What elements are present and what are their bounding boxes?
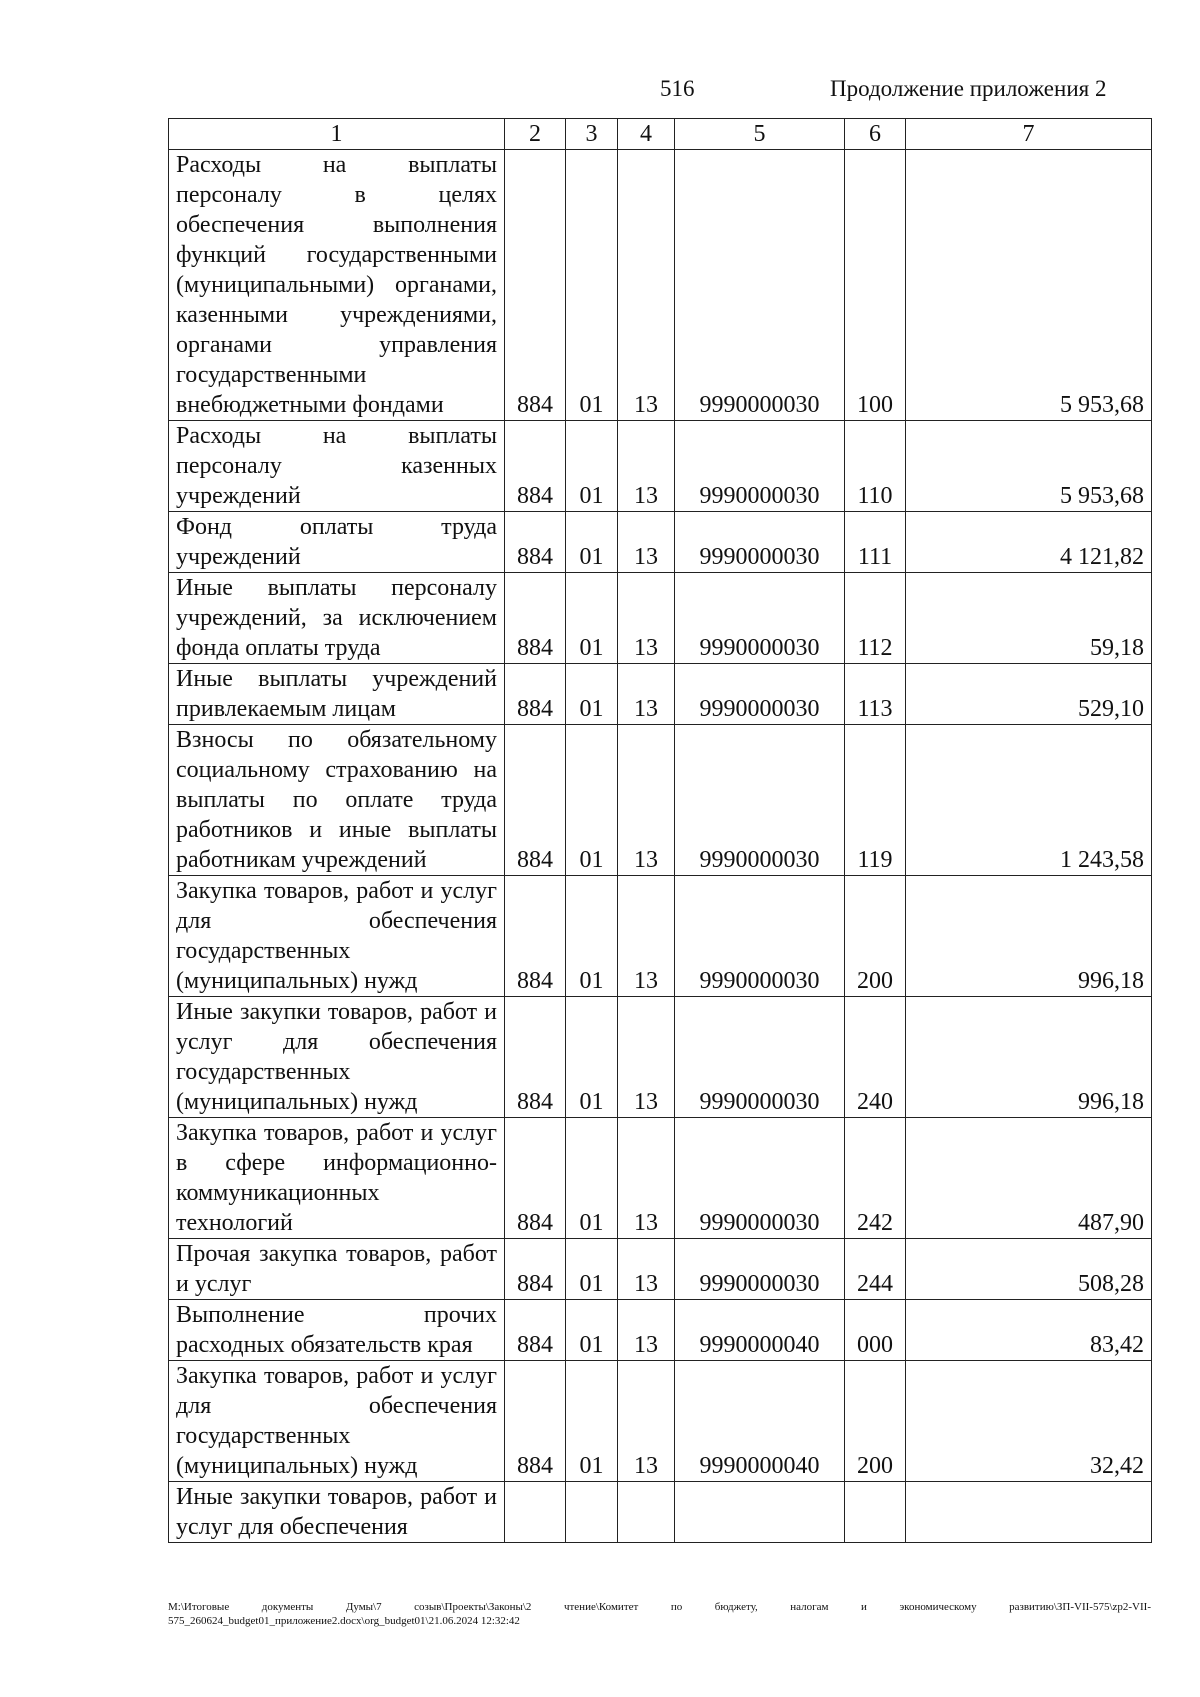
row-code-cell-5: 9990000030	[675, 573, 845, 664]
row-code-cell-6: 100	[845, 150, 906, 421]
row-code-cell-4: 13	[618, 512, 675, 573]
column-header-2: 2	[505, 119, 566, 150]
row-code-cell-3: 01	[566, 421, 618, 512]
row-code-cell-3: 01	[566, 1300, 618, 1361]
column-header-1: 1	[169, 119, 505, 150]
table-row	[169, 573, 1152, 664]
row-code-cell-5: 9990000030	[675, 512, 845, 573]
row-name-cell: Иные выплаты персоналу учреждений, за исключением фонда оплаты труда	[169, 573, 505, 664]
row-code-cell-3: 01	[566, 1118, 618, 1239]
row-code-cell-3: 01	[566, 876, 618, 997]
row-code-cell-5: 9990000040	[675, 1361, 845, 1482]
row-amount-cell: 508,28	[906, 1239, 1152, 1300]
row-code-cell-5: 9990000030	[675, 997, 845, 1118]
row-name-cell: Иные выплаты учреждений привлекаемым лицам	[169, 664, 505, 725]
table-row	[169, 664, 1152, 725]
page-number: 516	[660, 76, 695, 101]
table-row	[169, 997, 1152, 1118]
row-code-cell-4: 13	[618, 1361, 675, 1482]
row-code-cell-6: 111	[845, 512, 906, 573]
table-row	[169, 876, 1152, 997]
row-name-cell: Иные закупки товаров, работ и услуг для обеспечения	[169, 1482, 505, 1543]
row-code-cell-5: 9990000030	[675, 725, 845, 876]
row-code-cell-2: 884	[505, 512, 566, 573]
row-code-cell-6: 113	[845, 664, 906, 725]
row-code-cell-4: 13	[618, 1118, 675, 1239]
column-header-7: 7	[906, 119, 1152, 150]
row-code-cell-4: 13	[618, 1300, 675, 1361]
row-code-cell-6: 200	[845, 876, 906, 997]
row-amount-cell: 5 953,68	[906, 421, 1152, 512]
row-amount-cell: 529,10	[906, 664, 1152, 725]
row-code-cell-2: 884	[505, 1118, 566, 1239]
column-header-4: 4	[618, 119, 675, 150]
row-name-cell: Выполнение прочих расходных обязательств края	[169, 1300, 505, 1361]
row-code-cell-5: 9990000030	[675, 876, 845, 997]
row-code-cell-2: 884	[505, 421, 566, 512]
table-row	[169, 1300, 1152, 1361]
row-code-cell-3: 01	[566, 1361, 618, 1482]
row-code-cell-6: 119	[845, 725, 906, 876]
row-code-cell-3	[566, 1482, 618, 1543]
row-code-cell-6	[845, 1482, 906, 1543]
row-code-cell-4: 13	[618, 421, 675, 512]
row-name-cell: Закупка товаров, работ и услуг для обеспечения государственных (муниципальных) нужд	[169, 876, 505, 997]
row-amount-cell	[906, 1482, 1152, 1543]
row-amount-cell: 1 243,58	[906, 725, 1152, 876]
table-row	[169, 1118, 1152, 1239]
row-code-cell-6: 112	[845, 573, 906, 664]
row-code-cell-3: 01	[566, 664, 618, 725]
row-code-cell-3: 01	[566, 1239, 618, 1300]
row-amount-cell: 5 953,68	[906, 150, 1152, 421]
row-amount-cell: 32,42	[906, 1361, 1152, 1482]
table-row	[169, 725, 1152, 876]
row-code-cell-2: 884	[505, 664, 566, 725]
row-code-cell-6: 000	[845, 1300, 906, 1361]
row-code-cell-3: 01	[566, 573, 618, 664]
row-code-cell-4: 13	[618, 1239, 675, 1300]
row-code-cell-4: 13	[618, 150, 675, 421]
row-code-cell-6: 240	[845, 997, 906, 1118]
table-row	[169, 421, 1152, 512]
table-row	[169, 512, 1152, 573]
row-code-cell-5: 9990000040	[675, 1300, 845, 1361]
row-code-cell-2: 884	[505, 1239, 566, 1300]
column-header-5: 5	[675, 119, 845, 150]
table-body	[169, 150, 1152, 1543]
row-name-cell: Прочая закупка товаров, работ и услуг	[169, 1239, 505, 1300]
column-header-6: 6	[845, 119, 906, 150]
row-code-cell-6: 244	[845, 1239, 906, 1300]
table-row	[169, 150, 1152, 421]
row-code-cell-2: 884	[505, 150, 566, 421]
row-code-cell-6: 200	[845, 1361, 906, 1482]
row-code-cell-5: 9990000030	[675, 664, 845, 725]
row-code-cell-5	[675, 1482, 845, 1543]
row-code-cell-2: 884	[505, 573, 566, 664]
row-code-cell-4: 13	[618, 876, 675, 997]
row-name-cell: Взносы по обязательному социальному страхованию на выплаты по оплате труда работников и иные выплаты работникам учреждений	[169, 725, 505, 876]
row-code-cell-3: 01	[566, 725, 618, 876]
table-header-row	[169, 119, 1152, 150]
row-amount-cell: 83,42	[906, 1300, 1152, 1361]
continuation-title: Продолжение приложения 2	[830, 76, 1107, 101]
row-code-cell-5: 9990000030	[675, 421, 845, 512]
row-code-cell-2	[505, 1482, 566, 1543]
row-code-cell-4: 13	[618, 664, 675, 725]
row-amount-cell: 4 121,82	[906, 512, 1152, 573]
row-code-cell-2: 884	[505, 997, 566, 1118]
row-code-cell-4: 13	[618, 725, 675, 876]
row-code-cell-3: 01	[566, 512, 618, 573]
file-path-footer: M:\Итоговые документы Думы\7 созыв\Проекты\Законы\2 чтение\Комитет по бюджету, налогам и экономическому развитию\ЗП-VII-575\zp2-VII-575_260624_budget01_приложение2.docx\org_budget01\21.06.2024 12:32:42	[168, 1601, 1151, 1627]
row-name-cell: Расходы на выплаты персоналу казенных учреждений	[169, 421, 505, 512]
row-code-cell-4	[618, 1482, 675, 1543]
row-name-cell: Фонд оплаты труда учреждений	[169, 512, 505, 573]
row-code-cell-6: 242	[845, 1118, 906, 1239]
table-row	[169, 1482, 1152, 1543]
table-row	[169, 1239, 1152, 1300]
row-code-cell-2: 884	[505, 876, 566, 997]
row-code-cell-6: 110	[845, 421, 906, 512]
row-code-cell-5: 9990000030	[675, 150, 845, 421]
row-code-cell-3: 01	[566, 150, 618, 421]
row-code-cell-2: 884	[505, 1361, 566, 1482]
row-code-cell-5: 9990000030	[675, 1118, 845, 1239]
row-code-cell-5: 9990000030	[675, 1239, 845, 1300]
row-name-cell: Расходы на выплаты персоналу в целях обеспечения выполнения функций государственными (муниципальными) органами, казенными учреждениями, органами управления государственными внебюджетными фондами	[169, 150, 505, 421]
budget-table	[168, 118, 1152, 1543]
row-code-cell-3: 01	[566, 997, 618, 1118]
row-amount-cell: 59,18	[906, 573, 1152, 664]
row-code-cell-2: 884	[505, 1300, 566, 1361]
row-name-cell: Закупка товаров, работ и услуг в сфере информационно-коммуникационных технологий	[169, 1118, 505, 1239]
row-code-cell-4: 13	[618, 573, 675, 664]
row-code-cell-2: 884	[505, 725, 566, 876]
row-amount-cell: 487,90	[906, 1118, 1152, 1239]
row-amount-cell: 996,18	[906, 997, 1152, 1118]
table-row	[169, 1361, 1152, 1482]
row-amount-cell: 996,18	[906, 876, 1152, 997]
row-code-cell-4: 13	[618, 997, 675, 1118]
column-header-3: 3	[566, 119, 618, 150]
row-name-cell: Иные закупки товаров, работ и услуг для обеспечения государственных (муниципальных) нужд	[169, 997, 505, 1118]
row-name-cell: Закупка товаров, работ и услуг для обеспечения государственных (муниципальных) нужд	[169, 1361, 505, 1482]
